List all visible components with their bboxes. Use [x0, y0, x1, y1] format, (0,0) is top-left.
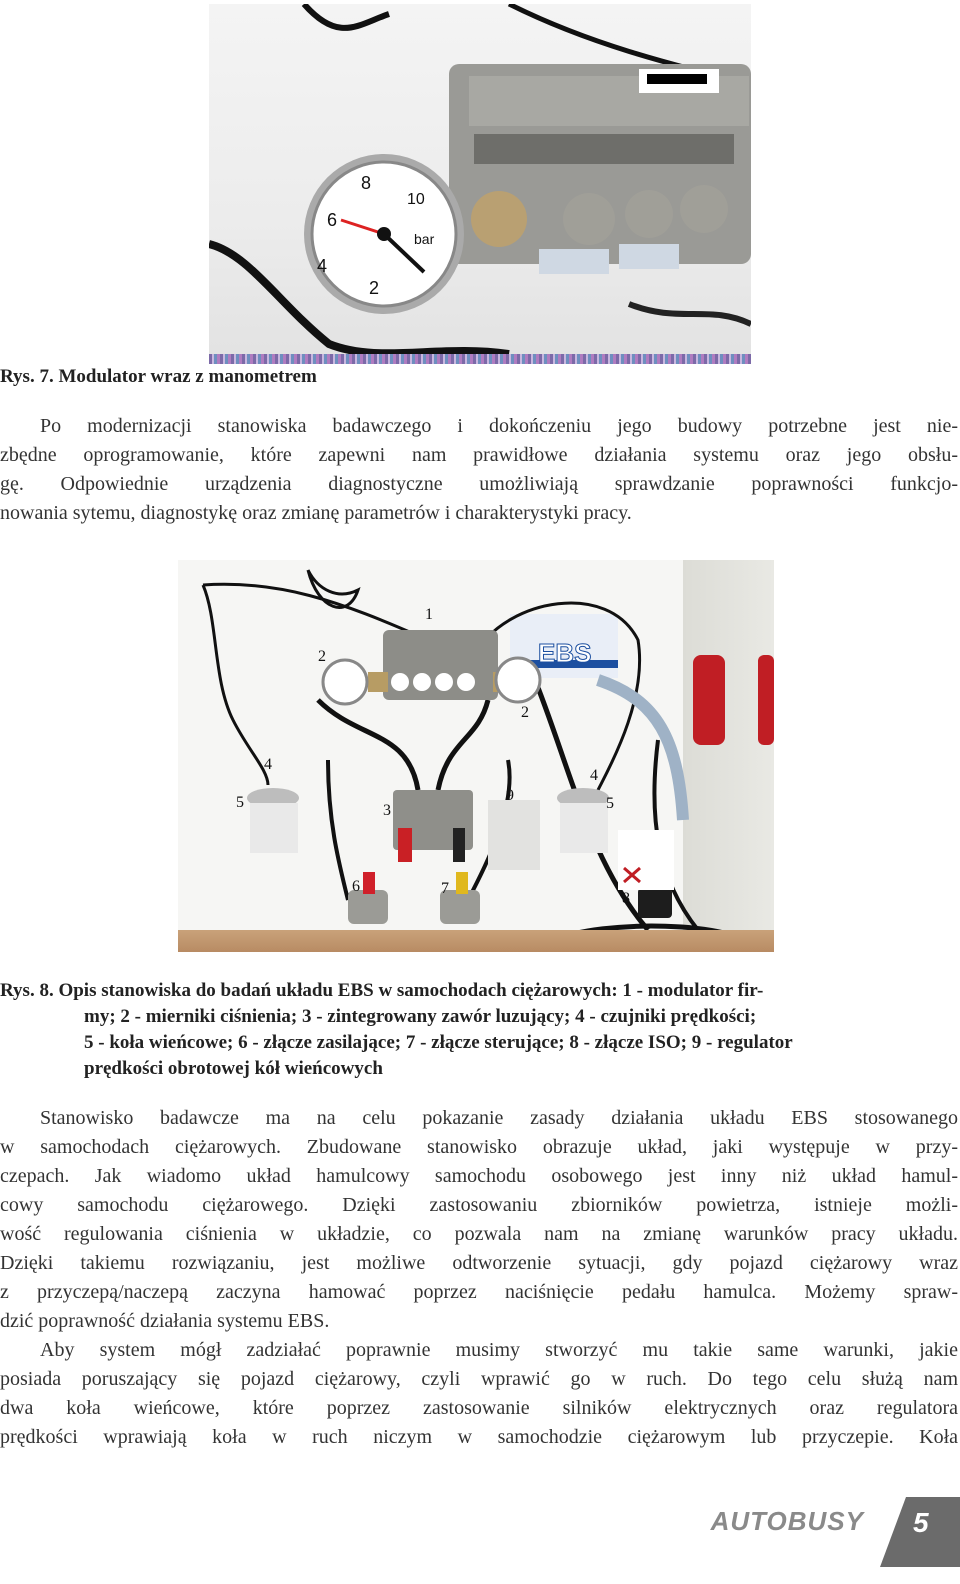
image-noise-strip: [209, 354, 751, 364]
paragraph-line: prędkości wprawiają koła w ruch niczym w samochodzie ciężarowym lub przyczepie. Koła: [0, 1426, 958, 1448]
paragraph-line: Aby system mógł zadziałać poprawnie musimy stworzyć mu takie same warunki, jakie: [40, 1339, 958, 1361]
paragraph-line: dwa koła wieńcowe, które poprzez zastosowanie silników elektrycznych oraz regulatora: [0, 1397, 958, 1419]
modulator-illustration: [209, 4, 751, 364]
paragraph-line: Stanowisko badawcze ma na celu pokazanie zasady działania układu EBS stosowanego: [40, 1107, 958, 1129]
figure-8-caption: [0, 978, 958, 1082]
paragraph-line: cowy samochodu ciężarowego. Dzięki zastosowaniu zbiorników powietrza, istnieje możli-: [0, 1194, 958, 1216]
gauge-unit: bar: [414, 231, 435, 247]
label-2: 2: [521, 704, 529, 721]
paragraph-line: dzić poprawność działania systemu EBS.: [0, 1310, 330, 1332]
label-1: 1: [425, 606, 433, 623]
ebs-sign-text: EBS: [538, 638, 592, 668]
paragraph-line: Dzięki takiemu rozwiązaniu, jest możliwe odtworzenie sytuacji, gdy pojazd ciężarowy wraz: [0, 1252, 958, 1274]
gauge-tick-6: 6: [327, 210, 338, 230]
paragraph-line: z przyczepą/naczepą zaczyna hamować poprzez naciśnięcie pedału hamulca. Możemy spraw-: [0, 1281, 958, 1303]
paragraph-2: [0, 1104, 958, 1336]
paragraph-line: wość regulowania ciśnienia w układzie, co pozwala nam na zmianę warunków pracy układu.: [0, 1223, 958, 1245]
page-number: 5: [913, 1507, 929, 1538]
paragraph-line: gę. Odpowiednie urządzenia diagnostyczne umożliwiają sprawdzanie poprawności funkcjo-: [0, 473, 958, 495]
page-number-tab: [880, 1497, 960, 1567]
gauge-tick-4: 4: [317, 256, 328, 276]
label-5: 5: [236, 794, 244, 811]
gauge-tick-2: 2: [369, 278, 380, 298]
label-5: 5: [606, 795, 614, 812]
label-4: 4: [264, 756, 272, 773]
paragraph-line: w samochodach ciężarowych. Zbudowane stanowisko obrazuje układ, jaki występuje w przy-: [0, 1136, 958, 1158]
paragraph-line: posiada poruszający się pojazd ciężarowy, czyli wprawić go w ruch. Do tego celu służą nam: [0, 1368, 958, 1390]
floor: [178, 930, 774, 952]
figure-7-photo: [209, 4, 751, 364]
label-8: 8: [622, 890, 630, 907]
paragraph-line: czepach. Jak wiadomo układ hamulcowy samochodu osobowego jest inny niż układ hamul-: [0, 1165, 958, 1187]
label-2: 2: [318, 648, 326, 665]
paragraph-1: [0, 412, 958, 528]
paragraph-3: [0, 1336, 958, 1452]
label-4: 4: [590, 767, 598, 784]
figure-7-caption-text: Modulator wraz z manometrem: [53, 366, 317, 387]
label-3: 3: [383, 802, 391, 819]
footer-brand: AUTOBUSY: [710, 1506, 864, 1536]
label-7: 7: [441, 880, 449, 897]
figure-7-caption-label: Rys. 7.: [0, 366, 54, 387]
caption-line: Rys. 8. Opis stanowiska do badań układu EBS w samochodach ciężarowych: 1 - modulator fir-: [0, 980, 764, 1001]
figure-7-caption: [0, 366, 317, 388]
caption-line: prędkości obrotowej kół wieńcowych: [84, 1058, 383, 1079]
label-9: 9: [506, 787, 514, 804]
gauge-tick-10: 10: [407, 191, 425, 208]
paragraph-line: Po modernizacji stanowiska badawczego i dokończeniu jego budowy potrzebne jest nie-: [40, 415, 958, 437]
caption-line: my; 2 - mierniki ciśnienia; 3 - zintegrowany zawór luzujący; 4 - czujniki prędkości;: [84, 1006, 757, 1027]
paragraph-line: zbędne oprogramowanie, które zapewni nam prawidłowe działania systemu oraz jego obsłu-: [0, 444, 958, 466]
label-6: 6: [352, 878, 360, 895]
caption-line: 5 - koła wieńcowe; 6 - złącze zasilające; 7 - złącze sterujące; 8 - złącze ISO; 9 - regulator: [84, 1032, 793, 1053]
paragraph-line: nowania sytemu, diagnostykę oraz zmianę parametrów i charakterystyki pracy.: [0, 502, 632, 524]
pressure-gauge: [304, 154, 464, 314]
figure-8-photo: [178, 560, 774, 952]
gauge-tick-8: 8: [361, 173, 372, 193]
